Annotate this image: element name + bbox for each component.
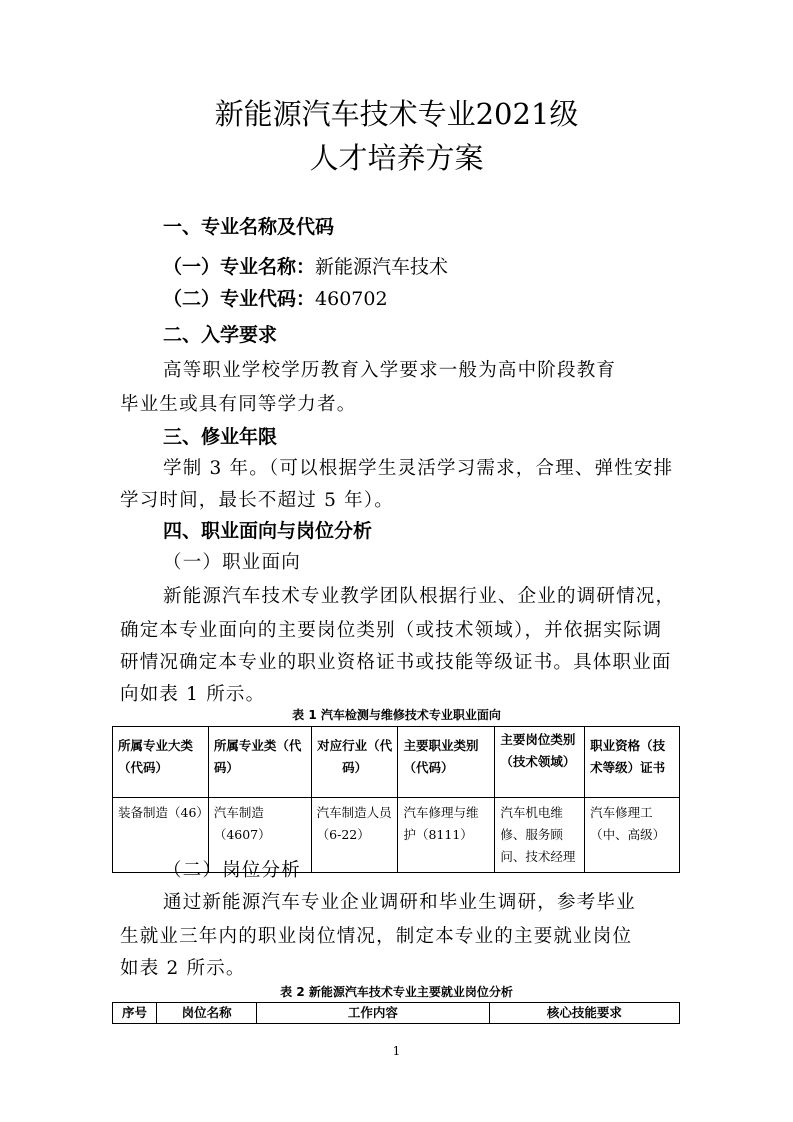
section3-paragraph-line2: 学习时间，最长不超过 5 年）。 [120, 490, 394, 511]
section3-heading: 三、修业年限 [163, 426, 278, 448]
table1-header-cell: 所属专业大类（代码） [113, 727, 209, 798]
subsection-position-analysis: （二）岗位分析 [163, 860, 301, 881]
table2-header-cell: 核心技能要求 [489, 1003, 679, 1024]
section4-paragraph-line3: 研情况确定本专业的职业资格证书或技能等级证书。具体职业面 [120, 652, 672, 673]
section4-paragraph-line2: 确定本专业面向的主要岗位类别（或技术领域），并依据实际调 [120, 620, 663, 641]
career-orientation-table [112, 726, 680, 873]
section1-heading: 一、专业名称及代码 [163, 216, 335, 238]
document-title-line2: 人才培养方案 [309, 141, 484, 175]
section2-paragraph-line2: 毕业生或具有同等学力者。 [120, 394, 357, 415]
table1-cell: 汽车制造人员（6-22） [311, 798, 398, 873]
table1-header-cell: 所属专业类（代码） [208, 727, 311, 798]
subsection-career-orientation: （一）职业面向 [163, 552, 301, 573]
section4-paragraph-line1: 新能源汽车技术专业教学团队根据行业、企业的调研情况， [163, 586, 676, 607]
table1-header-cell: 职业资格（技术等级）证书 [585, 727, 680, 798]
table1-cell: 汽车制造（4607） [208, 798, 311, 873]
major-name-value: 新能源汽车技术 [315, 256, 449, 278]
table1-cell: 汽车机电维修、服务顾问、技术经理 [495, 798, 585, 873]
table2-header-cell: 工作内容 [257, 1003, 489, 1024]
table1-header-cell: 主要岗位类别（技术领域） [495, 727, 585, 798]
position-analysis-table [112, 1002, 680, 1024]
table1-header-cell: 主要职业类别（代码） [398, 727, 495, 798]
table1-cell: 汽车修理工（中、高级） [585, 798, 680, 873]
document-title-line1: 新能源汽车技术专业2021级 [214, 97, 579, 131]
major-code-value: 460702 [315, 288, 388, 310]
page-number: 1 [392, 1044, 401, 1058]
section2-paragraph-line1: 高等职业学校学历教育入学要求一般为高中阶段教育 [163, 360, 617, 381]
section4-paragraph-line5: 通过新能源汽车专业企业调研和毕业生调研，参考毕业 [163, 892, 636, 913]
section4-paragraph-line7: 如表 2 所示。 [120, 958, 246, 979]
section4-paragraph-line4: 向如表 1 所示。 [120, 684, 266, 705]
table1-cell: 汽车修理与维护（8111） [398, 798, 495, 873]
major-code-line [163, 286, 388, 312]
table1-caption: 表 1 汽车检测与维修技术专业职业面向 [292, 708, 501, 722]
table2-header-cell: 岗位名称 [157, 1003, 257, 1024]
table1-header-cell: 对应行业（代码） [311, 727, 398, 798]
section4-heading: 四、职业面向与岗位分析 [163, 520, 373, 542]
major-code-label: （二）专业代码： [163, 288, 316, 310]
table1-cell: 装备制造（46） [113, 798, 209, 873]
table2-caption: 表 2 新能源汽车技术专业主要就业岗位分析 [280, 985, 513, 999]
major-name-line [163, 254, 448, 280]
section3-paragraph-line1: 学制 3 年。（可以根据学生灵活学习需求，合理、弹性安排 [163, 458, 674, 479]
major-name-label: （一）专业名称： [163, 256, 316, 278]
section4-paragraph-line6: 生就业三年内的职业岗位情况，制定本专业的主要就业岗位 [120, 926, 633, 947]
table2-header-row [113, 1003, 680, 1024]
table1-header-row [113, 727, 680, 798]
table2-header-cell: 序号 [113, 1003, 157, 1024]
section2-heading: 二、入学要求 [163, 324, 278, 346]
